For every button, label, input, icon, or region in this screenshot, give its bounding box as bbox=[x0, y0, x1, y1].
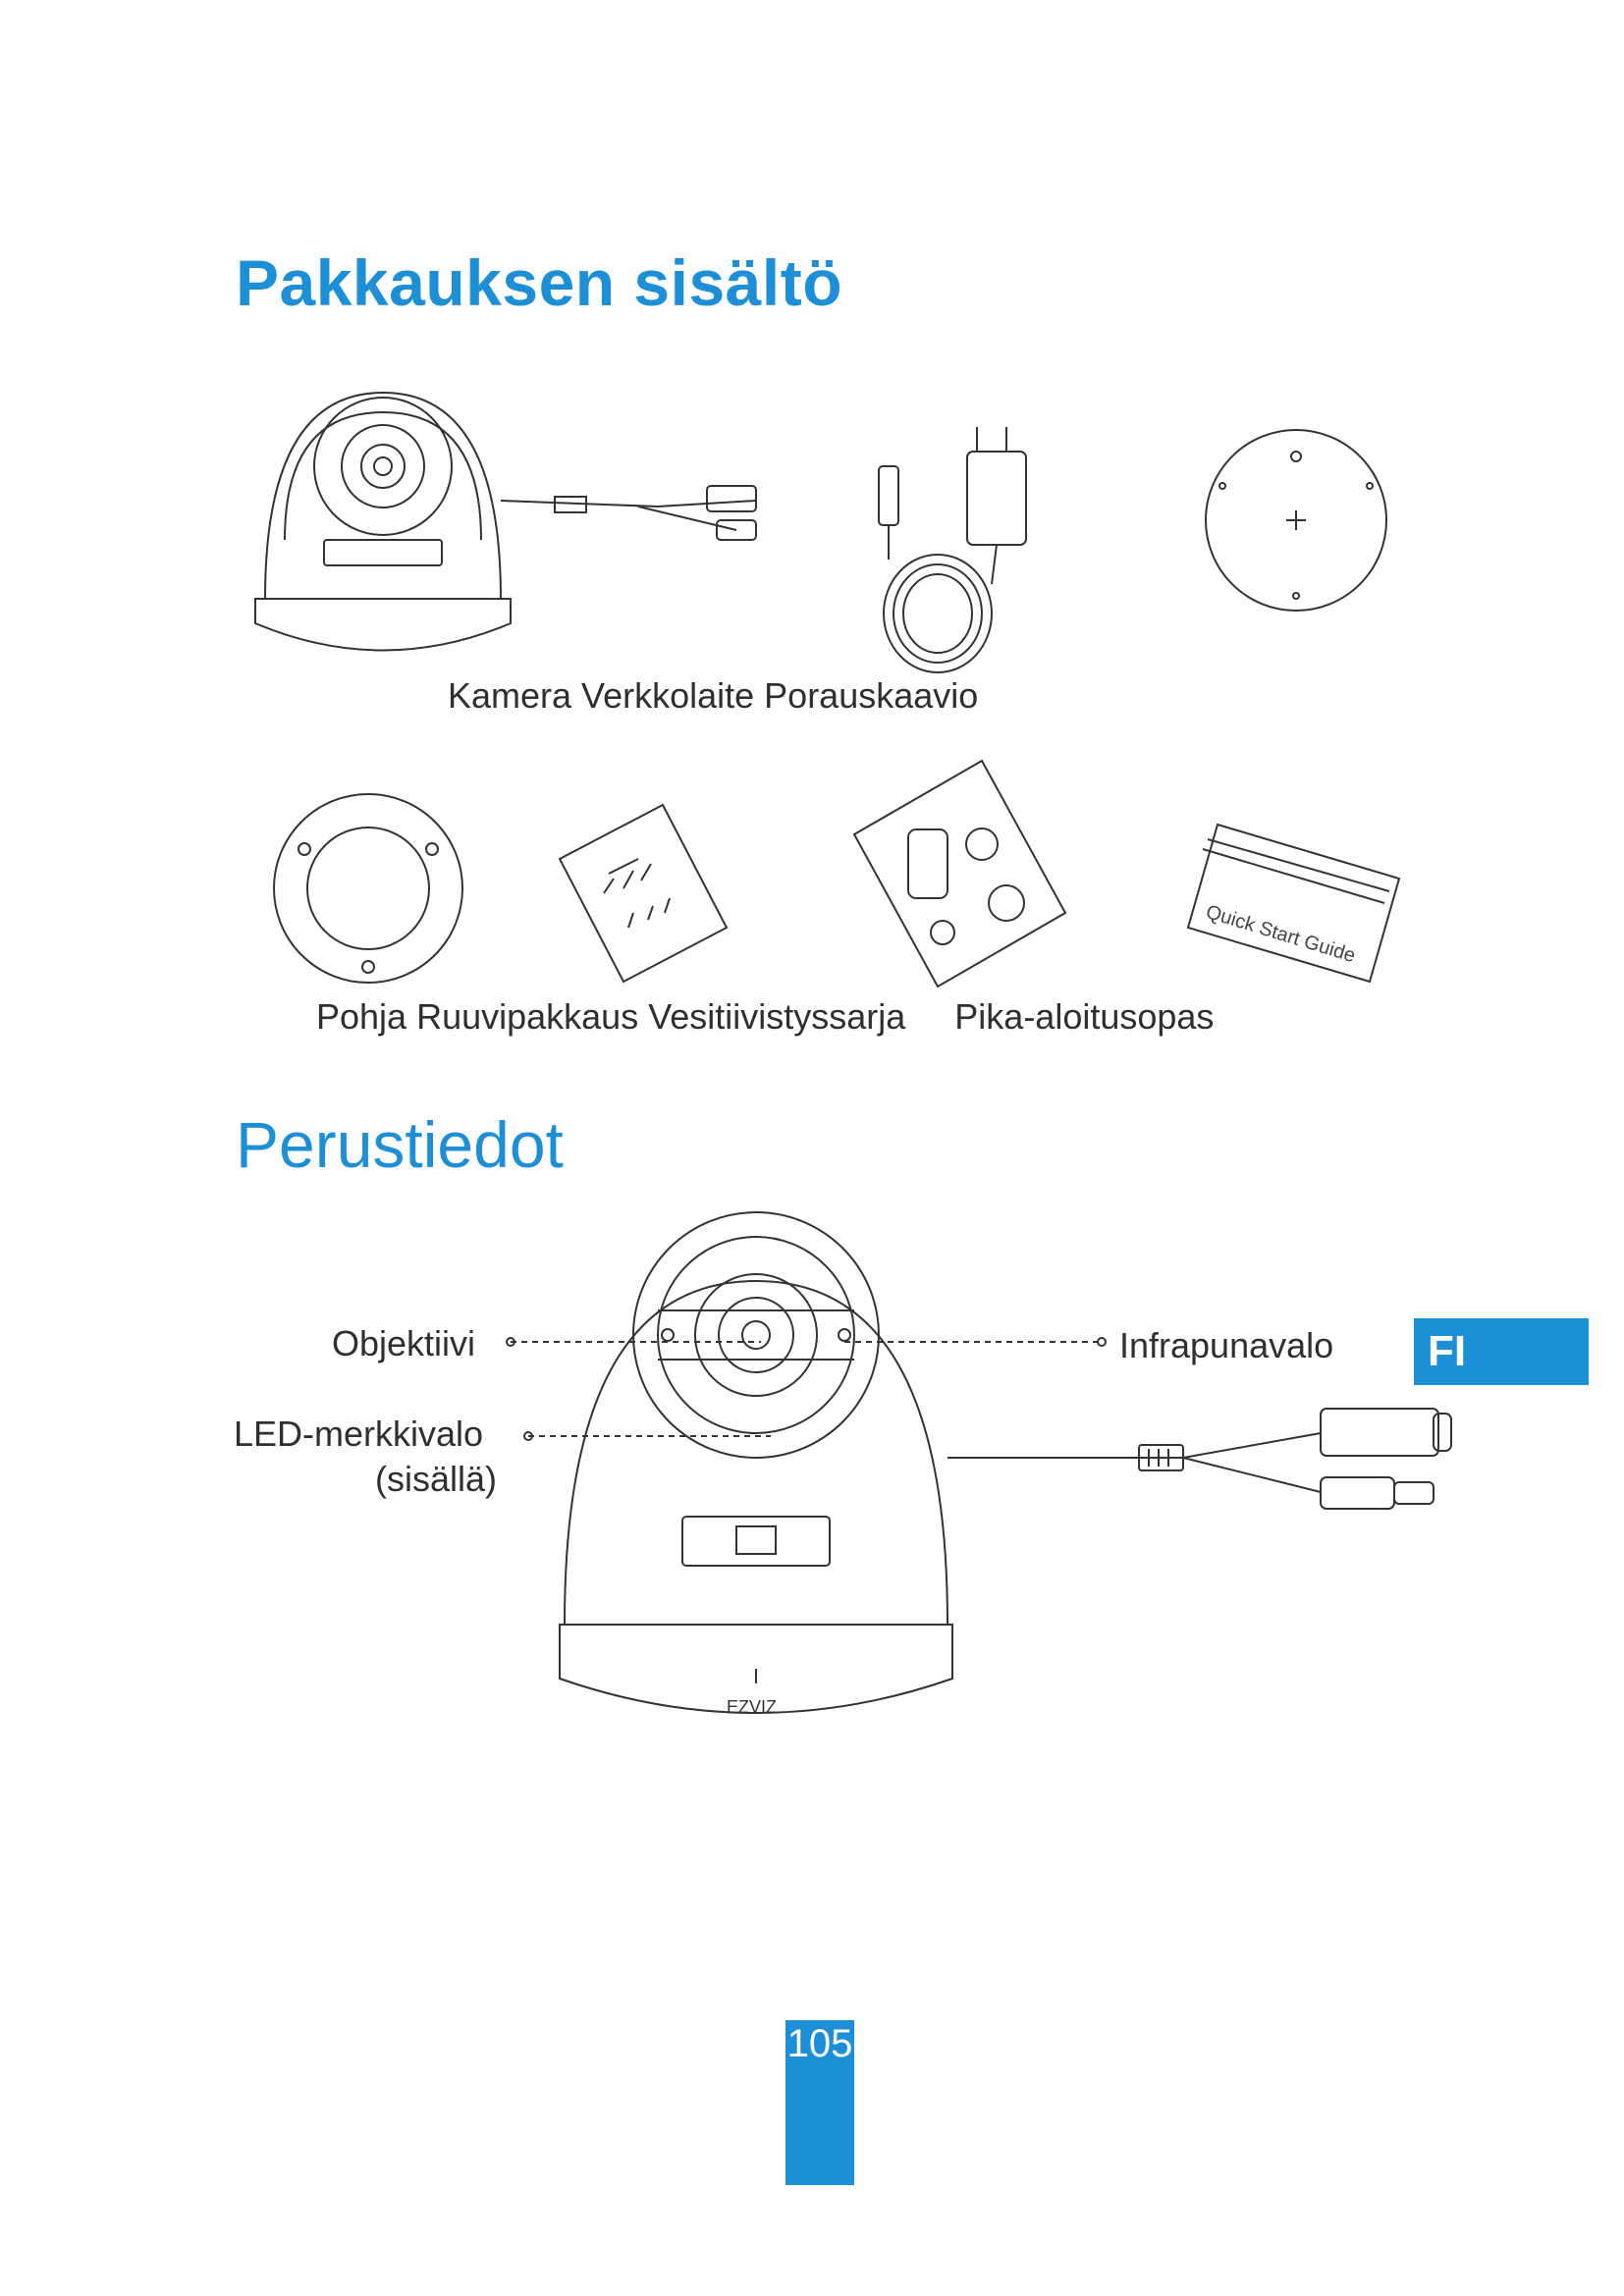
label-ir-light: Infrapunavalo bbox=[1119, 1325, 1334, 1365]
package-caption-row-1: Kamera Verkkolaite Porauskaavio bbox=[448, 675, 979, 716]
section-title-basics: Perustiedot bbox=[236, 1108, 564, 1181]
page-number: 105 bbox=[786, 2022, 853, 2065]
label-led-indicator: LED-merkkivalo bbox=[234, 1414, 484, 1454]
label-lens: Objektiivi bbox=[332, 1323, 476, 1363]
brand-mark: EZVIZ bbox=[727, 1697, 778, 1717]
package-caption-row-2: Pohja Ruuvipakkaus Vesitiivistyssarja Pika-aloitusopas bbox=[316, 996, 1215, 1037]
quick-start-card-text: Quick Start Guide bbox=[1203, 901, 1358, 968]
language-tab: FI bbox=[1414, 1318, 1589, 1385]
label-led-inside: (sisällä) bbox=[375, 1459, 498, 1499]
section-title-package-contents: Pakkauksen sisältö bbox=[236, 246, 843, 319]
